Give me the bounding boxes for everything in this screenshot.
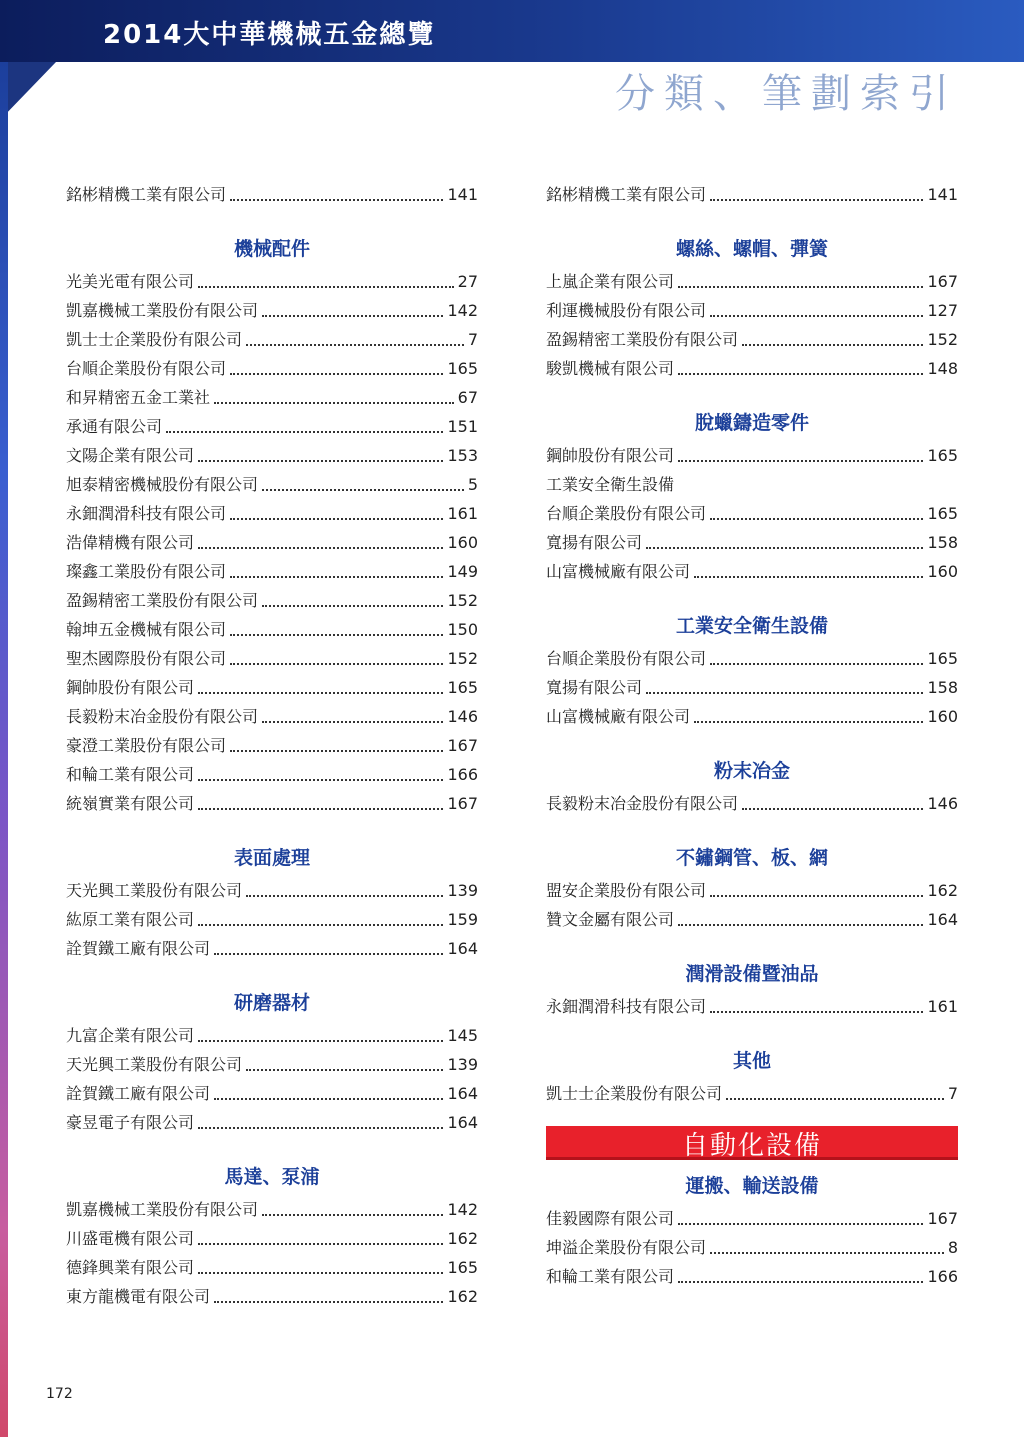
index-title: 分類、筆劃索引 — [615, 71, 958, 117]
page-ref: 146 — [447, 707, 478, 726]
index-entry[interactable] — [66, 408, 478, 437]
section-gap — [66, 959, 478, 985]
section-heading: 運搬、輸送設備 — [685, 1175, 819, 1197]
dot-leader — [646, 547, 923, 549]
company-name: 統嶺實業有限公司 — [66, 794, 195, 813]
index-entry[interactable] — [546, 640, 958, 669]
dot-leader — [710, 315, 923, 317]
company-name: 寬揚有限公司 — [546, 678, 643, 697]
index-entry[interactable] — [66, 640, 478, 669]
category-banner: 自動化設備 — [546, 1126, 958, 1160]
index-entry[interactable] — [546, 437, 958, 466]
dot-leader — [262, 489, 464, 491]
page-ref: 160 — [447, 533, 478, 552]
page-ref: 7 — [467, 330, 478, 349]
company-name: 寬揚有限公司 — [546, 533, 643, 552]
section-gap — [66, 1133, 478, 1159]
index-entry[interactable] — [546, 1258, 958, 1287]
page-ref: 148 — [927, 359, 958, 378]
dot-leader — [246, 1069, 443, 1071]
dot-leader — [710, 663, 923, 665]
company-name: 台順企業股份有限公司 — [66, 359, 227, 378]
company-name: 銘彬精機工業有限公司 — [66, 185, 227, 204]
company-name: 九富企業有限公司 — [66, 1026, 195, 1045]
company-name: 聖杰國際股份有限公司 — [66, 649, 227, 668]
index-entry[interactable] — [66, 1278, 478, 1307]
page-ref: 161 — [447, 504, 478, 523]
page-ref: 153 — [447, 446, 478, 465]
page-ref: 165 — [447, 678, 478, 697]
dot-leader — [262, 721, 443, 723]
company-name: 承通有限公司 — [66, 417, 163, 436]
page-ref: 162 — [447, 1229, 478, 1248]
page-ref: 164 — [927, 910, 958, 929]
page-ref: 166 — [447, 765, 478, 784]
dot-leader — [262, 1214, 443, 1216]
company-name: 上嵐企業有限公司 — [546, 272, 675, 291]
section-heading: 螺絲、螺帽、彈簧 — [675, 238, 828, 260]
page-ref: 158 — [927, 678, 958, 697]
company-name: 詮賀鐵工廠有限公司 — [66, 939, 211, 958]
index-entry[interactable] — [66, 437, 478, 466]
dot-leader — [198, 1127, 443, 1129]
page-ref: 162 — [447, 1287, 478, 1306]
page-ref: 27 — [457, 272, 478, 291]
company-name: 璨鑫工業股份有限公司 — [66, 562, 227, 581]
page-ref: 5 — [467, 475, 478, 494]
section-gap — [66, 205, 478, 231]
index-entry[interactable] — [66, 1220, 478, 1249]
page-ref: 142 — [447, 301, 478, 320]
index-entry[interactable] — [546, 495, 958, 524]
header-band — [0, 0, 1024, 62]
company-name: 凱嘉機械工業股份有限公司 — [66, 1200, 259, 1219]
dot-leader — [214, 1301, 443, 1303]
dot-leader — [678, 1223, 923, 1225]
page-ref: 167 — [447, 794, 478, 813]
index-entry[interactable] — [66, 321, 478, 350]
dot-leader — [230, 663, 443, 665]
company-name: 和輪工業有限公司 — [546, 1267, 675, 1286]
company-name: 長毅粉末冶金股份有限公司 — [66, 707, 259, 726]
page-ref: 141 — [927, 185, 958, 204]
dot-leader — [230, 373, 443, 375]
dot-leader — [198, 460, 443, 462]
page-ref: 151 — [447, 417, 478, 436]
page-ref: 165 — [447, 1258, 478, 1277]
index-entry[interactable] — [66, 669, 478, 698]
company-name: 坤溢企業股份有限公司 — [546, 1238, 707, 1257]
section-heading: 不鏽鋼管、板、網 — [675, 847, 828, 869]
index-entry[interactable] — [546, 1075, 958, 1104]
dot-leader — [214, 953, 443, 955]
dot-leader — [710, 895, 923, 897]
index-entry[interactable] — [66, 872, 478, 901]
page-ref: 165 — [447, 359, 478, 378]
page-ref: 152 — [447, 591, 478, 610]
dot-leader — [230, 576, 443, 578]
company-name: 銘彬精機工業有限公司 — [546, 185, 707, 204]
index-entry[interactable] — [546, 901, 958, 930]
section-gap — [546, 379, 958, 405]
index-entry[interactable] — [546, 176, 958, 205]
company-name: 德鋒興業有限公司 — [66, 1258, 195, 1277]
company-name: 永鈿潤滑科技有限公司 — [546, 997, 707, 1016]
dot-leader — [230, 518, 443, 520]
page-ref: 139 — [447, 1055, 478, 1074]
company-name: 駿凱機械有限公司 — [546, 359, 675, 378]
company-name: 豪昱電子有限公司 — [66, 1113, 195, 1132]
dot-leader — [742, 344, 923, 346]
index-entry[interactable] — [546, 553, 958, 582]
page-ref: 67 — [457, 388, 478, 407]
page-ref: 150 — [447, 620, 478, 639]
dot-leader — [710, 518, 923, 520]
company-name: 山富機械廠有限公司 — [546, 562, 691, 581]
index-entry[interactable] — [546, 524, 958, 553]
dot-leader — [198, 1243, 443, 1245]
section-heading: 粉末冶金 — [713, 760, 790, 782]
page-ref: 149 — [447, 562, 478, 581]
section-gap — [546, 205, 958, 231]
page-ref: 165 — [927, 446, 958, 465]
dot-leader — [198, 286, 454, 288]
index-entry[interactable] — [66, 1017, 478, 1046]
section-heading: 研磨器材 — [233, 992, 310, 1014]
page-ref: 141 — [447, 185, 478, 204]
dot-leader — [246, 344, 464, 346]
section-gap — [546, 930, 958, 956]
left-decorative-strip — [0, 62, 8, 1437]
company-name: 台順企業股份有限公司 — [546, 649, 707, 668]
page-ref: 164 — [447, 1084, 478, 1103]
page-ref: 161 — [927, 997, 958, 1016]
company-name: 和昇精密五金工業社 — [66, 388, 211, 407]
section-gap — [546, 814, 958, 840]
index-entry[interactable] — [546, 292, 958, 321]
page-ref: 164 — [447, 939, 478, 958]
dot-leader — [246, 895, 443, 897]
index-entry[interactable] — [66, 582, 478, 611]
company-name: 盈錫精密工業股份有限公司 — [546, 330, 739, 349]
page-ref: 158 — [927, 533, 958, 552]
publication-title: 2014大中華機械五金總覽 — [103, 20, 436, 50]
index-entry[interactable] — [66, 466, 478, 495]
dot-leader — [214, 1098, 443, 1100]
page-ref: 164 — [447, 1113, 478, 1132]
page-ref: 152 — [927, 330, 958, 349]
page-ref: 166 — [927, 1267, 958, 1286]
section-gap — [546, 582, 958, 608]
company-name: 山富機械廠有限公司 — [546, 707, 691, 726]
index-entry[interactable] — [66, 1249, 478, 1278]
dot-leader — [694, 721, 923, 723]
index-entry[interactable] — [66, 176, 478, 205]
company-name: 工業安全衛生設備 — [546, 475, 675, 494]
section-gap — [546, 1017, 958, 1043]
dot-leader — [198, 1040, 443, 1042]
section-gap — [66, 814, 478, 840]
dot-leader — [726, 1098, 944, 1100]
dot-leader — [214, 402, 454, 404]
index-entry[interactable] — [66, 524, 478, 553]
company-name: 鋼帥股份有限公司 — [546, 446, 675, 465]
page-ref: 165 — [927, 649, 958, 668]
company-name: 贊文金屬有限公司 — [546, 910, 675, 929]
page-ref: 146 — [927, 794, 958, 813]
company-name: 紘原工業有限公司 — [66, 910, 195, 929]
page-ref: 8 — [947, 1238, 958, 1257]
company-name: 天光興工業股份有限公司 — [66, 881, 243, 900]
dot-leader — [166, 431, 443, 433]
company-name: 川盛電機有限公司 — [66, 1229, 195, 1248]
company-name: 光美光電有限公司 — [66, 272, 195, 291]
index-entry[interactable] — [66, 495, 478, 524]
company-name: 台順企業股份有限公司 — [546, 504, 707, 523]
page-ref: 160 — [927, 562, 958, 581]
section-heading: 其他 — [732, 1050, 771, 1072]
page-ref: 165 — [927, 504, 958, 523]
page-ref: 127 — [927, 301, 958, 320]
index-entry[interactable] — [66, 1104, 478, 1133]
index-entry[interactable] — [66, 727, 478, 756]
dot-leader — [262, 605, 443, 607]
index-entry[interactable] — [66, 379, 478, 408]
dot-leader — [678, 460, 923, 462]
index-entry[interactable] — [66, 553, 478, 582]
index-entry[interactable] — [546, 321, 958, 350]
dot-leader — [678, 924, 923, 926]
index-entry[interactable] — [66, 901, 478, 930]
dot-leader — [262, 315, 443, 317]
index-entry[interactable] — [546, 669, 958, 698]
page-ref: 159 — [447, 910, 478, 929]
dot-leader — [678, 373, 923, 375]
dot-leader — [694, 576, 923, 578]
page-ref: 139 — [447, 881, 478, 900]
page-ref: 7 — [947, 1084, 958, 1103]
page-ref: 162 — [927, 881, 958, 900]
dot-leader — [646, 692, 923, 694]
left-index-column — [66, 176, 478, 1307]
index-entry[interactable] — [546, 263, 958, 292]
dot-leader — [198, 547, 443, 549]
company-name: 翰坤五金機械有限公司 — [66, 620, 227, 639]
index-entry[interactable] — [66, 930, 478, 959]
index-entry[interactable] — [546, 698, 958, 727]
dot-leader — [198, 808, 443, 810]
index-entry[interactable] — [66, 785, 478, 814]
page-ref: 152 — [447, 649, 478, 668]
header-corner-wedge — [0, 62, 56, 120]
company-name: 盈錫精密工業股份有限公司 — [66, 591, 259, 610]
company-name: 鋼帥股份有限公司 — [66, 678, 195, 697]
page-ref: 142 — [447, 1200, 478, 1219]
company-name: 永鈿潤滑科技有限公司 — [66, 504, 227, 523]
index-entry[interactable] — [546, 785, 958, 814]
company-name: 凱士士企業股份有限公司 — [546, 1084, 723, 1103]
company-name: 東方龍機電有限公司 — [66, 1287, 211, 1306]
dot-leader — [710, 1011, 923, 1013]
section-heading: 脫蠟鑄造零件 — [694, 412, 809, 434]
section-gap — [546, 727, 958, 753]
company-name: 浩偉精機有限公司 — [66, 533, 195, 552]
index-entry[interactable] — [66, 292, 478, 321]
page-ref: 167 — [927, 1209, 958, 1228]
page-ref: 145 — [447, 1026, 478, 1045]
dot-leader — [198, 1272, 443, 1274]
index-entry[interactable] — [66, 263, 478, 292]
company-name: 盟安企業股份有限公司 — [546, 881, 707, 900]
page-ref: 160 — [927, 707, 958, 726]
index-entry[interactable] — [66, 611, 478, 640]
index-entry[interactable] — [66, 1046, 478, 1075]
dot-leader — [678, 1281, 923, 1283]
right-index-column — [546, 176, 958, 1287]
company-name: 天光興工業股份有限公司 — [66, 1055, 243, 1074]
company-name: 佳毅國際有限公司 — [546, 1209, 675, 1228]
dot-leader — [198, 692, 443, 694]
index-entry[interactable] — [66, 1191, 478, 1220]
section-heading: 馬達、泵浦 — [224, 1166, 320, 1188]
company-name: 利運機械股份有限公司 — [546, 301, 707, 320]
company-name: 長毅粉末冶金股份有限公司 — [546, 794, 739, 813]
page-number: 172 — [46, 1386, 73, 1402]
dot-leader — [230, 750, 443, 752]
dot-leader — [198, 779, 443, 781]
dot-leader — [678, 286, 923, 288]
index-entry[interactable] — [66, 350, 478, 379]
index-entry[interactable] — [546, 350, 958, 379]
company-name: 凱嘉機械工業股份有限公司 — [66, 301, 259, 320]
dot-leader — [230, 634, 443, 636]
section-heading: 表面處理 — [233, 847, 310, 869]
index-entry[interactable] — [546, 1229, 958, 1258]
dot-leader — [230, 199, 443, 201]
dot-leader — [710, 199, 923, 201]
page-ref: 167 — [447, 736, 478, 755]
index-entry[interactable] — [66, 698, 478, 727]
company-name: 豪澄工業股份有限公司 — [66, 736, 227, 755]
section-heading: 機械配件 — [233, 238, 310, 260]
index-entry[interactable] — [66, 756, 478, 785]
dot-leader — [710, 1252, 944, 1254]
index-entry[interactable] — [546, 466, 958, 495]
index-entry[interactable] — [546, 872, 958, 901]
index-entry[interactable] — [546, 1200, 958, 1229]
company-name: 凱士士企業股份有限公司 — [66, 330, 243, 349]
company-name: 旭泰精密機械股份有限公司 — [66, 475, 259, 494]
page-ref: 167 — [927, 272, 958, 291]
section-heading: 工業安全衛生設備 — [675, 615, 828, 637]
dot-leader — [742, 808, 923, 810]
company-name: 詮賀鐵工廠有限公司 — [66, 1084, 211, 1103]
section-heading: 潤滑設備暨油品 — [685, 963, 819, 985]
company-name: 文陽企業有限公司 — [66, 446, 195, 465]
index-entry[interactable] — [546, 988, 958, 1017]
dot-leader — [198, 924, 443, 926]
company-name: 和輪工業有限公司 — [66, 765, 195, 784]
index-entry[interactable] — [66, 1075, 478, 1104]
